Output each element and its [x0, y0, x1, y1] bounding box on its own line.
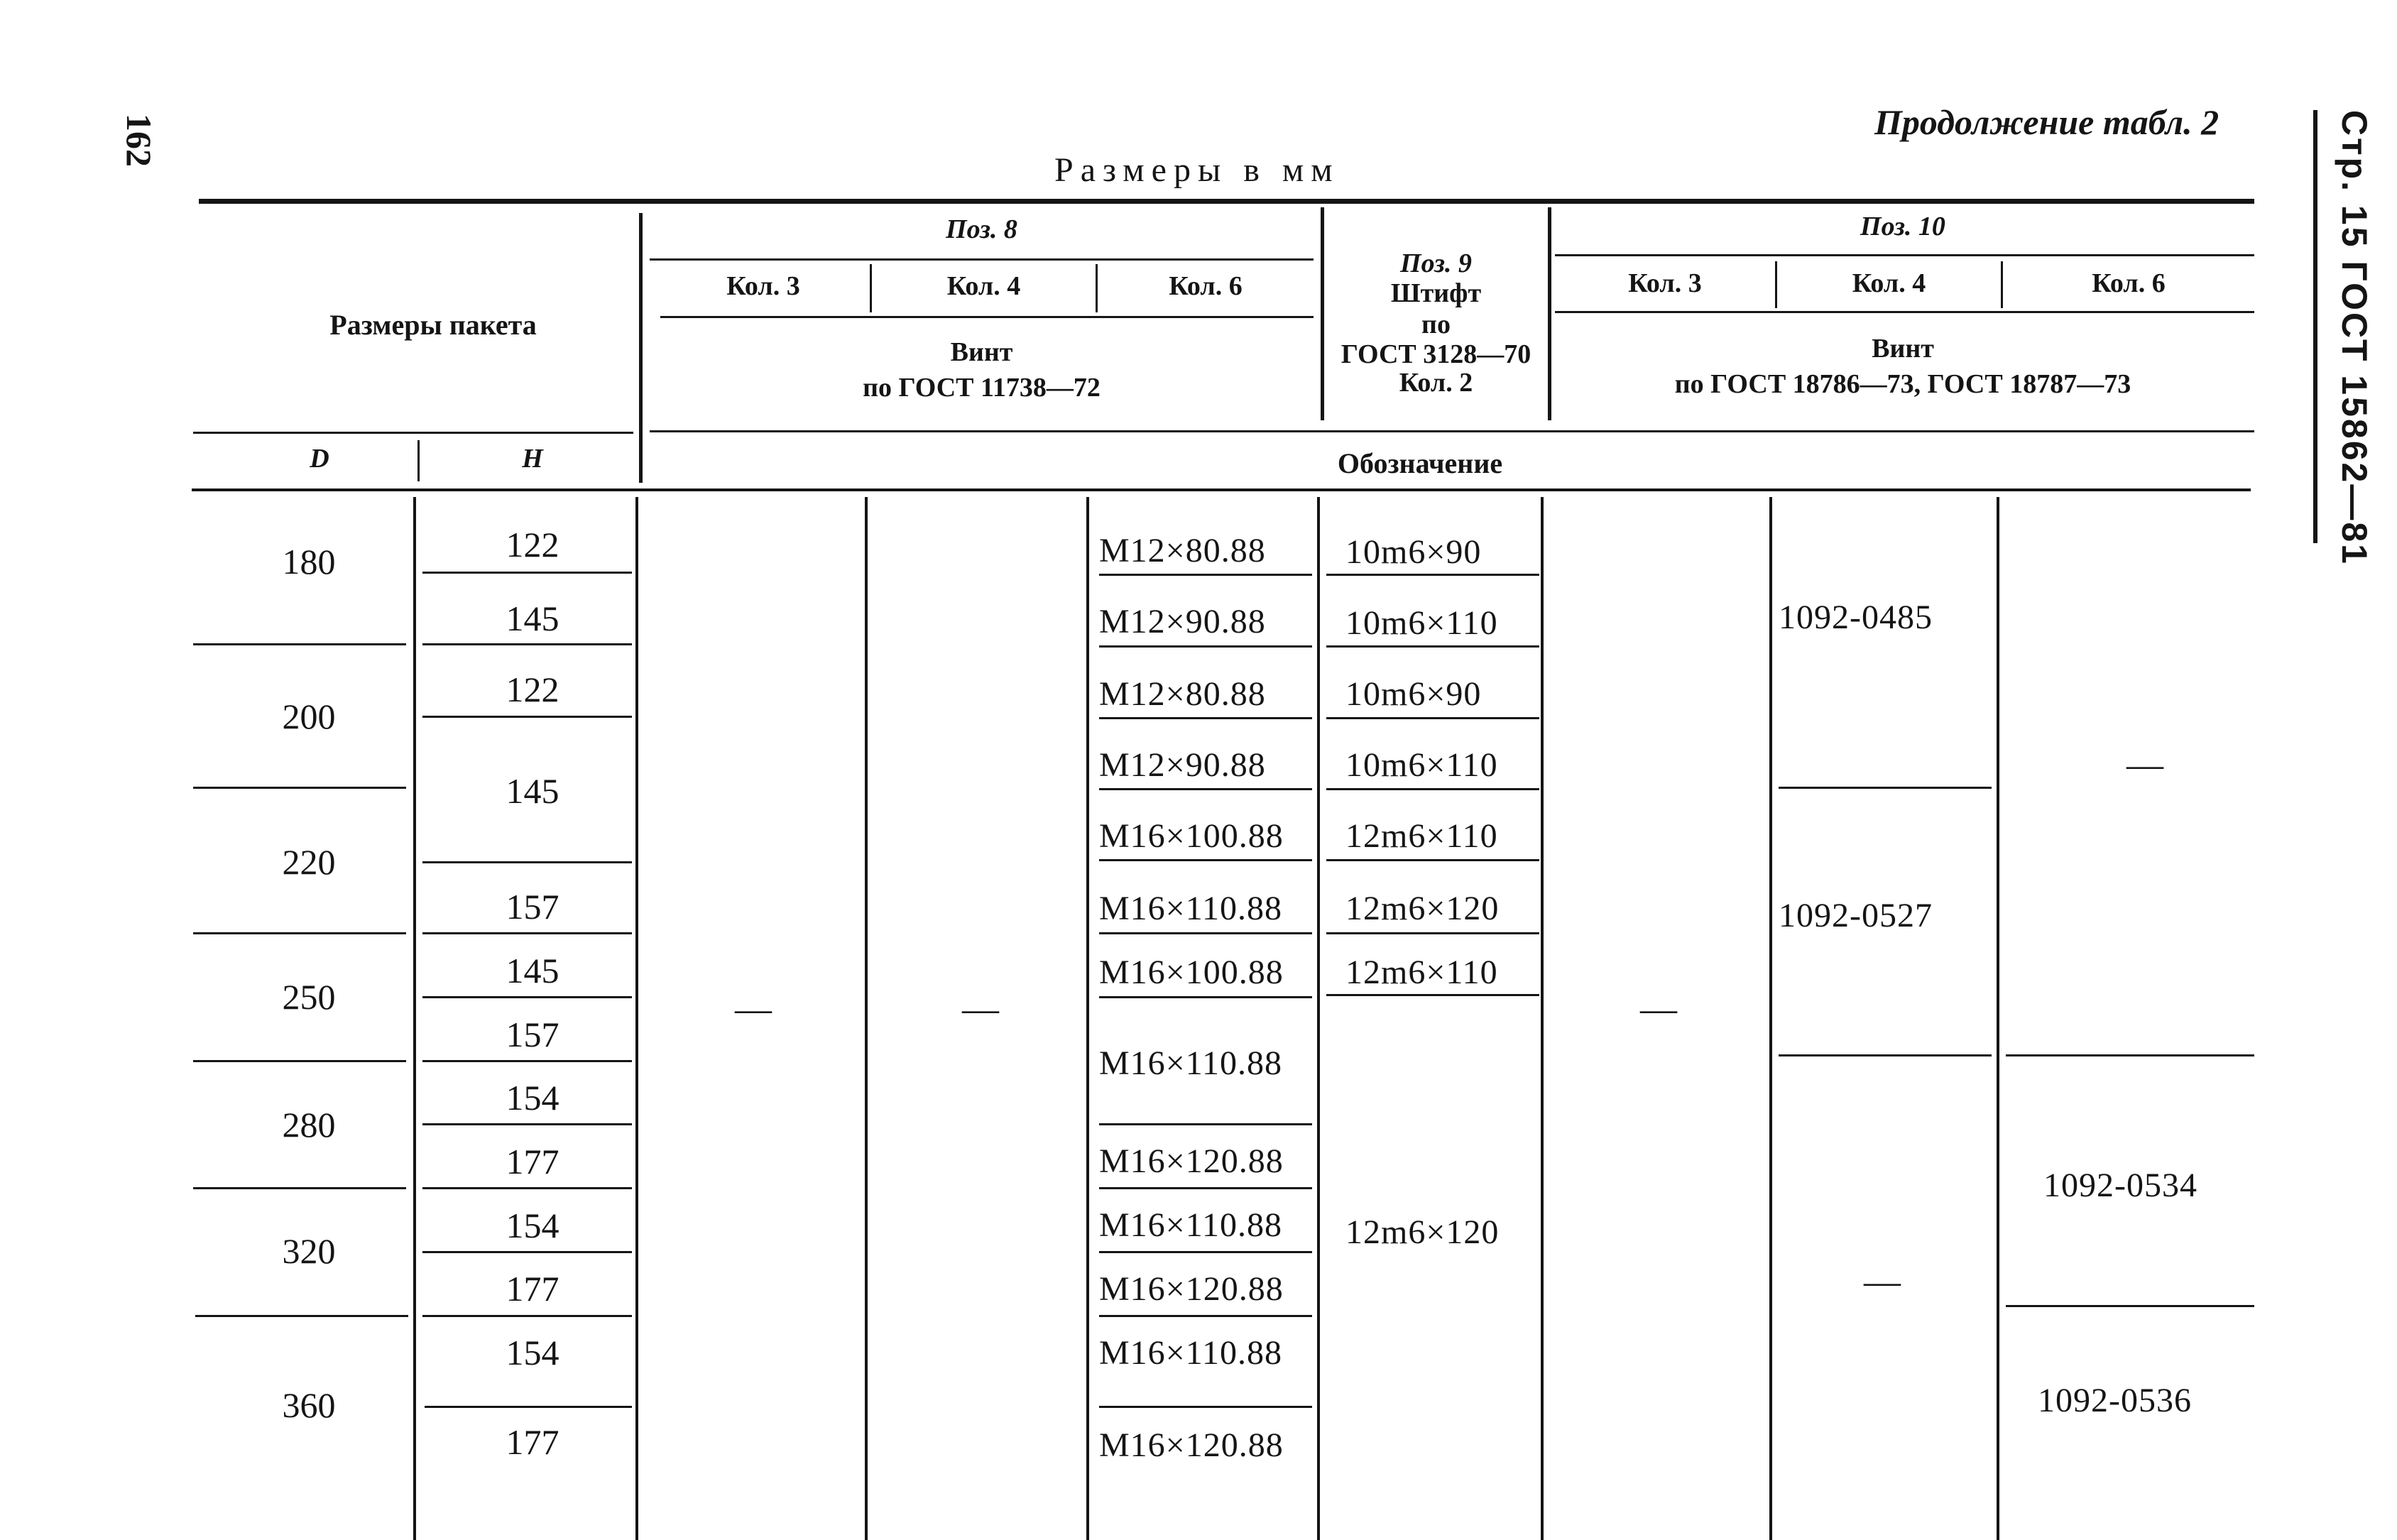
pos9-std-header: ГОСТ 3128—70 [1341, 339, 1531, 369]
d-value: 250 [282, 977, 336, 1017]
rule-h-3 [422, 716, 632, 718]
pos8-kol3-dash: — [735, 989, 772, 1030]
pos8-kol6-value: M16×120.88 [1099, 1142, 1284, 1180]
d-value: 180 [282, 542, 336, 581]
rule-p8k6-11 [1099, 1315, 1312, 1317]
rule-p9-4 [1326, 788, 1539, 790]
rule-h-8 [422, 1123, 632, 1125]
pos8-kol6-value: M16×110.88 [1099, 1334, 1282, 1372]
pos8-kol6-value: M12×90.88 [1099, 746, 1266, 784]
rule-p8k6-5 [1099, 859, 1312, 861]
units-caption: Размеры в мм [1054, 151, 1340, 189]
pos8-kol6-value: M16×110.88 [1099, 1044, 1282, 1082]
rule-h-5 [422, 932, 632, 934]
pos10-std-header: по ГОСТ 18786—73, ГОСТ 18787—73 [1674, 369, 2131, 399]
rule-p8k6-3 [1099, 717, 1312, 719]
d-value: 200 [282, 697, 336, 736]
rule-h-7 [422, 1060, 632, 1062]
pos9-value: 12m6×110 [1345, 817, 1498, 855]
h-value: 154 [506, 1206, 559, 1245]
rule-pos8-kol [660, 316, 1314, 318]
pos10-kol6-header: Кол. 6 [2092, 268, 2166, 298]
col-d-header: D [310, 444, 329, 474]
rule-p8k6-12 [1099, 1406, 1312, 1408]
vline-header-left [639, 213, 643, 483]
side-rule [2313, 110, 2317, 543]
pos9-value: 10m6×90 [1345, 533, 1482, 571]
h-value: 154 [506, 1333, 559, 1372]
pos10-kol4-dash: — [1864, 1262, 1901, 1302]
d-value: 220 [282, 842, 336, 882]
rule-p9-6 [1326, 932, 1539, 934]
d-value: 280 [282, 1105, 336, 1145]
rule-d-1 [193, 643, 406, 645]
vline-body-pos10-2 [1997, 497, 1999, 1540]
pos10-kol4-header: Кол. 4 [1852, 268, 1926, 298]
rule-h-2 [422, 643, 632, 645]
package-sizes-header: Размеры пакета [329, 309, 537, 341]
pos8-kol3-header: Кол. 3 [726, 271, 800, 301]
pos10-kol3-dash: — [1640, 989, 1677, 1030]
rule-p8k6-7 [1099, 996, 1312, 998]
pos8-kol4-header: Кол. 4 [946, 271, 1021, 301]
pos8-kol6-value: M16×110.88 [1099, 1206, 1282, 1244]
pos9-kol-header: Кол. 2 [1399, 368, 1473, 398]
h-value: 157 [506, 1015, 559, 1054]
rule-p8k6-1 [1099, 574, 1312, 576]
rule-d-6 [195, 1315, 408, 1317]
h-value: 122 [506, 525, 559, 564]
pos9-value: 10m6×110 [1345, 746, 1498, 784]
rule-left-header [193, 432, 633, 434]
pos9-value: 10m6×90 [1345, 675, 1482, 713]
pos8-kol6-header: Кол. 6 [1169, 271, 1243, 301]
pos10-item-header: Винт [1872, 334, 1934, 364]
pos10-kol6-value: 1092-0534 [2043, 1167, 2197, 1204]
rule-h-6 [422, 996, 632, 998]
pos8-kol6-value: M12×80.88 [1099, 532, 1266, 569]
pos9-value: 10m6×110 [1345, 604, 1498, 642]
rule-p10k4-2 [1779, 1054, 1992, 1056]
rule-p9-5 [1326, 859, 1539, 861]
pos10-kol3-header: Кол. 3 [1628, 268, 1702, 298]
vline-body-pos9-r [1541, 497, 1544, 1540]
rule-h-11 [422, 1315, 632, 1317]
rule-d-3 [193, 932, 406, 934]
rule-p10k4-1 [1779, 787, 1992, 789]
pos8-kol6-value: M16×120.88 [1099, 1426, 1284, 1464]
rule-body-top [192, 488, 2251, 491]
h-value: 145 [506, 599, 559, 638]
h-value: 177 [506, 1142, 559, 1181]
pos9-value: 12m6×110 [1345, 954, 1498, 991]
rule-h-1 [422, 572, 632, 574]
pos8-kol6-value: M16×100.88 [1099, 954, 1284, 991]
top-rule [199, 199, 2254, 204]
rule-pos10-sub [1555, 254, 2254, 256]
rule-p9-7 [1326, 994, 1539, 996]
pos10-kol6-value: 1092-0536 [2038, 1382, 2192, 1419]
rule-p8k6-9 [1099, 1187, 1312, 1189]
h-value: 122 [506, 670, 559, 709]
pos9-po-header: по [1421, 310, 1451, 339]
pos8-kol6-value: M16×110.88 [1099, 890, 1282, 927]
h-value: 154 [506, 1078, 559, 1118]
rule-h-10 [422, 1251, 632, 1253]
rule-p10k6-2 [2006, 1305, 2254, 1307]
h-value: 177 [506, 1422, 559, 1462]
h-value: 145 [506, 951, 559, 990]
rule-d-2 [193, 787, 406, 789]
vline-body-pos10-1 [1769, 497, 1772, 1540]
pos8-kol6-value: M12×90.88 [1099, 603, 1266, 640]
pos8-header: Поз. 8 [946, 214, 1017, 244]
h-value: 145 [506, 771, 559, 811]
pos8-kol4-dash: — [962, 989, 999, 1030]
h-value: 157 [506, 887, 559, 927]
pos8-kol6-value: M12×80.88 [1099, 675, 1266, 713]
designation-header: Обозначение [1337, 447, 1503, 479]
rule-p9-1 [1326, 574, 1539, 576]
h-value: 177 [506, 1269, 559, 1309]
pos9-item-header: Штифт [1390, 278, 1482, 308]
rule-p8k6-2 [1099, 645, 1312, 648]
rule-p8k6-6 [1099, 932, 1312, 934]
col-h-header: H [522, 444, 543, 474]
pos8-std-header: по ГОСТ 11738—72 [863, 373, 1101, 403]
rule-h-12 [425, 1406, 632, 1408]
rule-p8k6-4 [1099, 788, 1312, 790]
page-number: 162 [119, 114, 159, 167]
rule-p9-3 [1326, 717, 1539, 719]
rule-d-4 [193, 1060, 406, 1062]
rule-p10k6-1 [2006, 1054, 2254, 1056]
rule-pos10-kol [1555, 311, 2254, 313]
rule-p8k6-8 [1099, 1123, 1312, 1125]
pos8-kol6-value: M16×100.88 [1099, 817, 1284, 855]
pos9-value: 12m6×120 [1345, 1213, 1500, 1251]
vline-body-pos8-2 [1086, 497, 1089, 1540]
rule-p9-2 [1326, 645, 1539, 648]
pos8-item-header: Винт [950, 337, 1013, 367]
rule-h-9 [422, 1187, 632, 1189]
pos10-kol6-dash: — [2126, 745, 2163, 785]
pos10-header: Поз. 10 [1860, 212, 1945, 241]
pos8-kol6-value: M16×120.88 [1099, 1270, 1284, 1308]
d-value: 320 [282, 1231, 336, 1271]
continuation-label: Продолжение табл. 2 [1874, 102, 2219, 142]
rule-d-5 [193, 1187, 406, 1189]
rule-h-4 [422, 861, 632, 863]
vline-body-pos8-1 [865, 497, 868, 1540]
pos9-header: Поз. 9 [1400, 249, 1472, 278]
vline-body-pos9-l [1317, 497, 1320, 1540]
rule-pos8-sub [650, 258, 1314, 261]
side-standard-label: Стр. 15 ГОСТ 15862—81 [2335, 110, 2374, 566]
d-value: 360 [282, 1385, 336, 1425]
pos10-kol4-value: 1092-0527 [1779, 897, 1933, 934]
rule-right-header [650, 430, 2254, 432]
pos10-kol4-value: 1092-0485 [1779, 599, 1933, 636]
pos9-value: 12m6×120 [1345, 890, 1500, 927]
vline-body-d [413, 497, 416, 1540]
rule-p8k6-10 [1099, 1251, 1312, 1253]
